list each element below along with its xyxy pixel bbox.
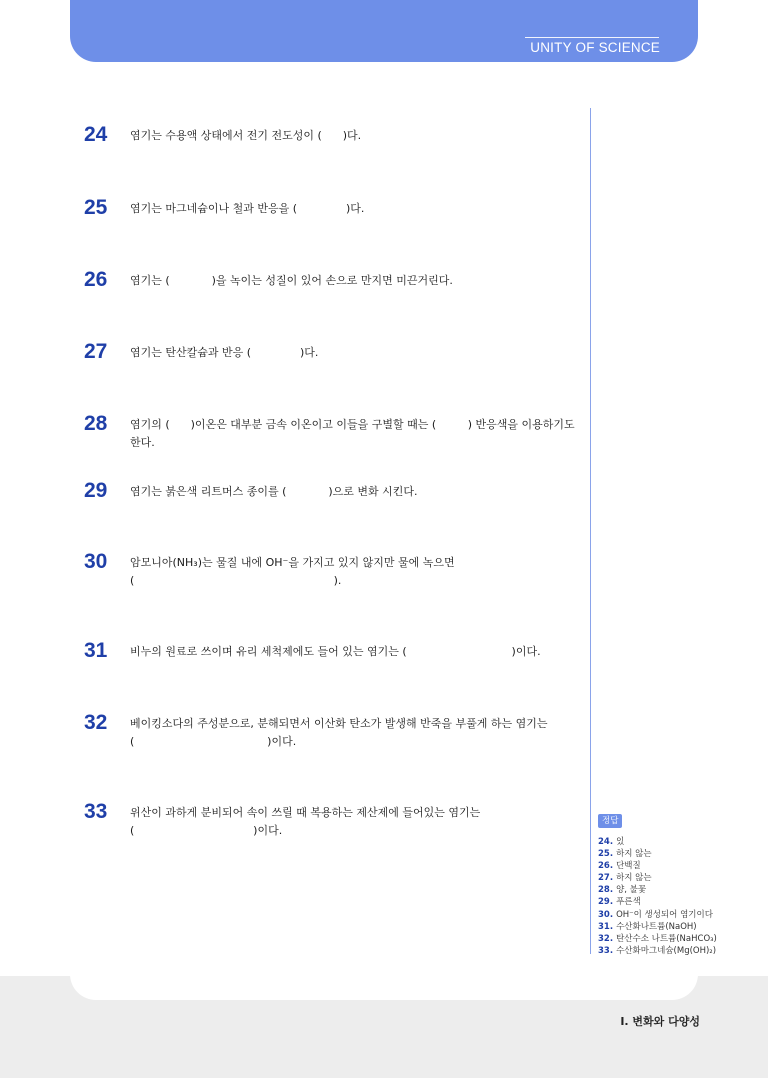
question-number: 24 [84, 123, 108, 146]
question-number: 30 [84, 550, 108, 573]
answer-text: 하지 않는 [616, 849, 652, 860]
answer-item [598, 848, 738, 860]
answer-text: 양, 불꽃 [616, 885, 647, 896]
answer-text: 단백질 [616, 861, 641, 872]
answer-item [598, 921, 738, 933]
chapter-label: Ⅰ. 변화와 다양성 [620, 1015, 700, 1028]
question-number: 28 [84, 412, 108, 435]
question-number: 29 [84, 479, 108, 502]
answer-number: 31. [598, 921, 614, 932]
question-number: 25 [84, 196, 108, 219]
answer-column-divider [590, 108, 591, 954]
answer-item [598, 909, 738, 921]
page-card-bottom [70, 950, 698, 1000]
answer-text: 하지 않는 [616, 873, 652, 884]
answer-item [598, 836, 738, 848]
answer-number: 28. [598, 885, 614, 896]
question-text: 비누의 원료로 쓰이며 유리 세척제에도 들어 있는 염기는 ( )이다. [130, 645, 541, 658]
answer-number: 33. [598, 945, 614, 956]
answer-key-label: 정답 [598, 814, 622, 828]
question-text: 암모니아(NH₃)는 물질 내에 OH⁻을 가지고 있지 않지만 물에 녹으면 ( ). [130, 556, 455, 587]
answer-text: 수산화나트륨(NaOH) [616, 921, 697, 932]
answer-number: 27. [598, 873, 614, 884]
question-text: 염기는 마그네슘이나 철과 반응을 ( )다. [130, 202, 365, 215]
question-number: 31 [84, 639, 108, 662]
answer-text: 푸른색 [616, 897, 641, 908]
question-number: 32 [84, 711, 108, 734]
brand-title: UNITY OF SCIENCE [530, 40, 660, 55]
question-text: 위산이 과하게 분비되어 속이 쓰릴 때 복용하는 제산제에 들어있는 염기는 ( )이다. [130, 806, 481, 837]
answer-list [598, 836, 738, 957]
answer-number: 32. [598, 933, 614, 944]
answer-key [598, 808, 738, 957]
header-rule [525, 37, 659, 38]
question-text: 염기는 탄산칼슘과 반응 ( )다. [130, 346, 319, 359]
answer-text: OH⁻이 생성되어 염기이다 [616, 909, 713, 920]
question-text: 베이킹소다의 주성분으로, 분해되면서 이산화 탄소가 발생해 반죽을 부풀게 하는 염기는 ( )이다. [130, 717, 548, 748]
question-number: 33 [84, 800, 108, 823]
answer-text: 수산화마그네슘(Mg(OH)₂) [616, 945, 717, 956]
answer-text: 탄산수소 나트륨(NaHCO₃) [616, 933, 717, 944]
answer-number: 25. [598, 849, 614, 860]
answer-item [598, 860, 738, 872]
answer-item [598, 933, 738, 945]
answer-item [598, 884, 738, 896]
question-text: 염기는 붉은색 리트머스 종이를 ( )으로 변화 시킨다. [130, 485, 418, 498]
answer-item [598, 896, 738, 908]
question-number: 26 [84, 268, 108, 291]
answer-number: 29. [598, 897, 614, 908]
question-number: 27 [84, 340, 108, 363]
answer-number: 30. [598, 909, 614, 920]
answer-text: 있 [616, 837, 625, 847]
answer-item [598, 945, 738, 957]
answer-item [598, 872, 738, 884]
question-text: 염기는 ( )을 녹이는 성질이 있어 손으로 만지면 미끈거린다. [130, 274, 453, 287]
answer-number: 26. [598, 861, 614, 872]
question-text: 염기의 ( )이온은 대부분 금속 이온이고 이들을 구별할 때는 ( ) 반응색을 이용하기도 한다. [130, 418, 575, 449]
question-text: 염기는 수용액 상태에서 전기 전도성이 ( )다. [130, 129, 362, 142]
answer-number: 24. [598, 837, 614, 847]
